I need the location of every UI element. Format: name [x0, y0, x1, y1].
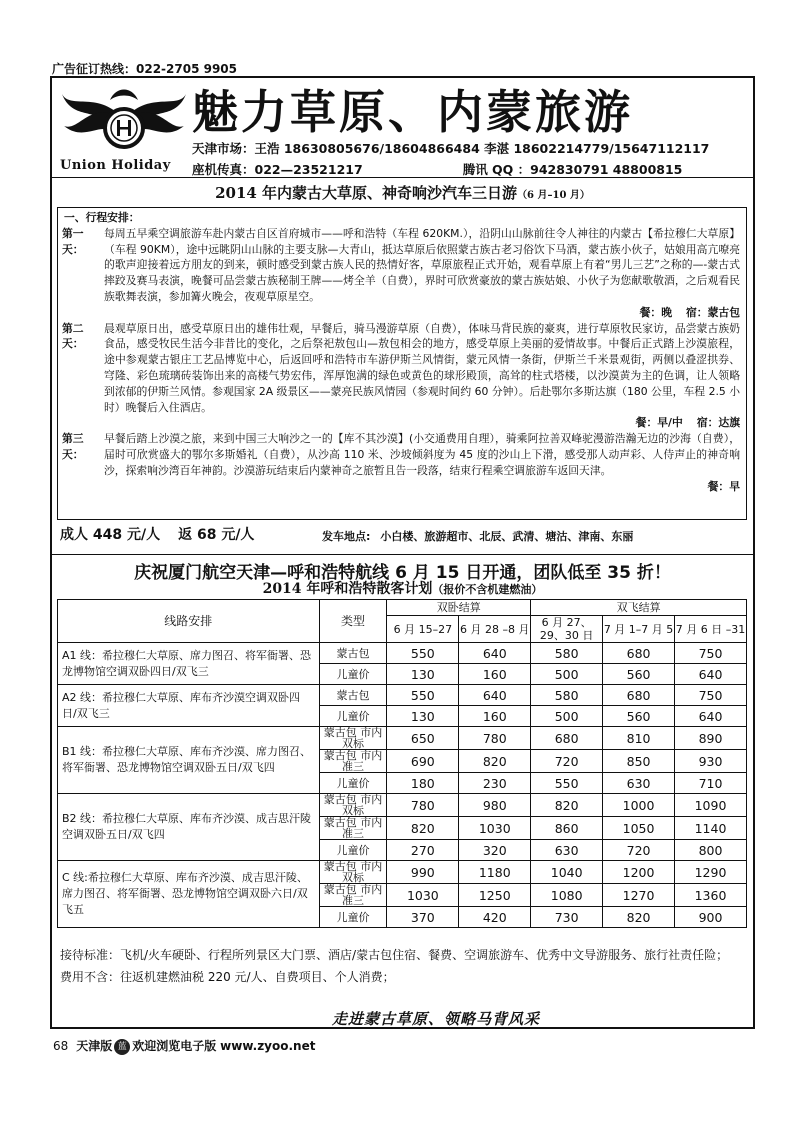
itinerary-day-1 — [58, 226, 746, 321]
price-cell: 230 — [459, 773, 531, 794]
route-name: C 线:希拉穆仁大草原、库布齐沙漠、成吉思汗陵、席力图召、将军衙署、恐龙博物馆空调双卧六日/双飞五 — [58, 861, 320, 928]
room-type: 儿童价 — [319, 706, 387, 727]
price-cell: 130 — [387, 664, 459, 685]
price-cell: 730 — [531, 907, 603, 928]
price-cell: 420 — [459, 907, 531, 928]
route-name: B1 线：希拉穆仁大草原、库布齐沙漠、席力图召、将军衙署、恐龙博物馆空调双卧五日/双飞四 — [58, 727, 320, 794]
page-title: 魅力草原、内蒙旅游 — [192, 85, 633, 139]
brand-name: Union Holiday — [60, 158, 171, 173]
edition: 天津版 — [76, 1039, 113, 1053]
price-cell: 270 — [387, 840, 459, 861]
table-row — [58, 794, 747, 817]
price-cell: 640 — [675, 664, 747, 685]
itinerary-day-3 — [58, 431, 746, 494]
date-col: 6 月 15–27 — [387, 616, 459, 643]
price-cell: 650 — [387, 727, 459, 750]
price-cell: 550 — [531, 773, 603, 794]
meal-info: 餐：早 — [707, 479, 740, 493]
meal-info: 餐：早/中 — [635, 416, 683, 430]
price-cell: 680 — [603, 643, 675, 664]
slogan: 走进蒙古草原、领略马背风采 — [332, 1010, 541, 1028]
room-type: 蒙古包 市内准三 — [319, 750, 387, 773]
page-frame — [50, 76, 755, 1029]
price-cell: 860 — [531, 817, 603, 840]
price-cell: 1290 — [675, 861, 747, 884]
price-cell: 550 — [387, 685, 459, 706]
date-col: 6 月 27、29、30 日 — [531, 616, 603, 643]
tour-title-text: 2014 年内蒙古大草原、神奇响沙汽车三日游 — [215, 184, 518, 202]
price-cell: 130 — [387, 706, 459, 727]
notes-standard: 接待标准：飞机/火车硬卧、行程所列景区大门票、酒店/蒙古包住宿、餐费、空调旅游车、优秀中文导游服务、旅行社责任险； — [60, 948, 729, 962]
room-type: 蒙古包 市内双标 — [319, 861, 387, 884]
price-cell: 720 — [603, 840, 675, 861]
price-cell: 1040 — [531, 861, 603, 884]
contact-phone-qq — [192, 160, 682, 178]
price-cell: 780 — [459, 727, 531, 750]
route-name: A2 线：希拉穆仁大草原、库布齐沙漠空调双卧四日/双飞三 — [58, 685, 320, 727]
route-name: A1 线：希拉穆仁大草原、席力图召、将军衙署、恐龙博物馆空调双卧四日/双飞三 — [58, 643, 320, 685]
price-cell: 720 — [531, 750, 603, 773]
price-cell: 820 — [387, 817, 459, 840]
price-cell: 1030 — [387, 884, 459, 907]
price-cell: 320 — [459, 840, 531, 861]
price-cell: 980 — [459, 794, 531, 817]
price-cell: 580 — [531, 685, 603, 706]
meal-info: 餐：晚 — [639, 305, 673, 319]
plan-title-text: 2014 年呼和浩特散客计划 — [262, 581, 433, 597]
tour-season: （6 月–10 月） — [517, 190, 590, 201]
group-sleeper: 双卧结算 — [387, 600, 531, 616]
logo-icon — [60, 80, 188, 160]
price-cell: 160 — [459, 706, 531, 727]
room-type: 蒙古包 — [319, 685, 387, 706]
table-row — [58, 861, 747, 884]
price-cell: 160 — [459, 664, 531, 685]
contact-sales: 天津市场：王浩 18630805676/18604866484 李湛 18602214779/15647112117 — [192, 141, 710, 156]
itinerary-heading: 一、行程安排： — [64, 211, 140, 224]
edition-badge-icon: 蓝 — [114, 1039, 130, 1055]
notes — [60, 944, 750, 988]
price-refund: 返 68 元/人 — [178, 527, 255, 543]
price-cell: 180 — [387, 773, 459, 794]
day-label: 第一天： — [62, 226, 84, 256]
tour-price — [60, 524, 254, 544]
day-meals — [104, 479, 740, 495]
day-meals — [104, 415, 740, 431]
room-type: 蒙古包 — [319, 643, 387, 664]
col-route: 线路安排 — [58, 600, 320, 643]
promo-banner: 庆祝厦门航空天津—呼和浩特航线 6 月 15 日开通，团队低至 35 折！ — [52, 554, 753, 580]
price-cell: 370 — [387, 907, 459, 928]
price-cell: 890 — [675, 727, 747, 750]
room-type: 蒙古包 市内准三 — [319, 817, 387, 840]
ad-hotline: 广告征订热线：022-2705 9905 — [52, 62, 238, 76]
page-number: 68 — [53, 1039, 69, 1053]
qq-numbers: 腾讯 QQ ：942830791 48800815 — [462, 162, 683, 177]
room-type: 蒙古包 市内准三 — [319, 884, 387, 907]
price-cell: 680 — [531, 727, 603, 750]
schedule-table — [57, 599, 747, 928]
group-fly: 双飞结算 — [531, 600, 747, 616]
tour-title — [52, 182, 753, 203]
room-type: 儿童价 — [319, 840, 387, 861]
departure-points — [322, 528, 633, 544]
price-cell: 930 — [675, 750, 747, 773]
day-text: 早餐后踏上沙漠之旅，来到中国三大响沙之一的【库不其沙漠】(小交通费用自理），骑乘阿拉善双峰驼漫游浩瀚无边的沙海（自费），届时可欣赏盛大的鄂尔多斯婚礼（自费），从沙高 110 米、沙坡倾斜度为 45 度的沙山上下滑，感受那人动声彩、人侍声止的神奇响沙，探索响沙湾百年神韵。沙漠游玩结束后内蒙神奇之旅暂且告一段落，结束行程乘空调旅游车返回天津。 — [104, 432, 740, 477]
price-cell: 550 — [387, 643, 459, 664]
price-cell: 820 — [459, 750, 531, 773]
price-cell: 680 — [603, 685, 675, 706]
price-cell: 1200 — [603, 861, 675, 884]
day-label: 第三天： — [62, 432, 84, 461]
price-cell: 750 — [675, 643, 747, 664]
price-cell: 820 — [603, 907, 675, 928]
stay-info: 宿：蒙古包 — [686, 305, 740, 319]
price-cell: 900 — [675, 907, 747, 928]
footer-text: 欢迎浏览电子版 — [132, 1039, 217, 1053]
price-cell: 750 — [675, 685, 747, 706]
header — [52, 78, 753, 178]
price-cell: 560 — [603, 664, 675, 685]
itinerary-day-2 — [58, 321, 746, 432]
price-cell: 1250 — [459, 884, 531, 907]
phone-fax: 座机传真：022—23521217 — [192, 162, 363, 177]
table-row — [58, 643, 747, 664]
price-cell: 810 — [603, 727, 675, 750]
day-text: 每周五早乘空调旅游车赴内蒙古自区首府城市——呼和浩特（车程 620KM.），沿阴山山脉前往令人神往的内蒙古【希拉穆仁大草原】（车程 90KM），途中远眺阴山山脉的主要支脉—大青山，抵达草原后依照蒙古族古老习俗饮下马酒，蒙古族小伙子，姑娘用高亢嘹亮的歌声迎接着远方朋友的到来，顿时感受到蒙古族人民的热情好客，草原旅程正式开始，观看草原上有着“男儿三艺”之称的—-蒙古式摔跤及赛马表演，晚餐可品尝蒙古族秘制王牌——烤全羊（自费），界时可欣赏豪放的蒙古族姑娘、小伙子为您献歌敬酒，之后观看民族歌舞表演，参加篝火晚会，夜观草原星空。 — [104, 226, 740, 303]
price-cell: 560 — [603, 706, 675, 727]
price-cell: 1180 — [459, 861, 531, 884]
price-cell: 1080 — [531, 884, 603, 907]
table-row — [58, 727, 747, 750]
price-cell: 640 — [459, 643, 531, 664]
room-type: 儿童价 — [319, 773, 387, 794]
col-type: 类型 — [319, 600, 387, 643]
price-cell: 580 — [531, 643, 603, 664]
price-cell: 710 — [675, 773, 747, 794]
price-cell: 1270 — [603, 884, 675, 907]
price-cell: 500 — [531, 664, 603, 685]
price-cell: 780 — [387, 794, 459, 817]
price-cell: 1360 — [675, 884, 747, 907]
plan-note: （报价不含机建燃油） — [432, 583, 543, 596]
day-text: 晨观草原日出，感受草原日出的雄伟壮观，早餐后，骑马漫游草原（自费），体味马背民族的豪爽，进行草原牧民家访，品尝蒙古族奶食品，感受牧民生活今非昔比的变化，之后祭祀敖包山—敖包相会的地方，感受草原上美丽的爱情故事。中餐后正式踏上沙漠旅程，途中参观蒙古银庄工艺品博览中心，后返回呼和浩特市车游伊斯兰风情街，蒙元风情一条街，伊斯兰千米景观街，两侧以叠涩拱券、穹隆、彩色琉璃砖装饰出来的高楼气势宏伟，浑厚饱满的绿色或黄色的球形殿顶，高耸的柱式塔楼，以沙漠黄为主的色调，让人领略到浓郁的伊斯兰风情。参观国家 2A 级景区——蒙亮民族风情园（参观时间约 60 分钟）。后赴鄂尔多斯达旗（180 公里，车程 2.5 小时）晚餐后入住酒店。 — [104, 321, 740, 414]
price-cell: 1090 — [675, 794, 747, 817]
room-type: 蒙古包 市内双标 — [319, 727, 387, 750]
route-name: B2 线：希拉穆仁大草原、库布齐沙漠、成吉思汗陵空调双卧五日/双飞四 — [58, 794, 320, 861]
price-cell: 1030 — [459, 817, 531, 840]
price-cell: 800 — [675, 840, 747, 861]
price-cell: 630 — [531, 840, 603, 861]
day-meals — [104, 305, 740, 321]
price-cell: 1050 — [603, 817, 675, 840]
notes-excluded: 费用不含：往返机建燃油税 220 元/人、自费项目、个人消费； — [60, 970, 395, 984]
price-cell: 640 — [675, 706, 747, 727]
date-col: 7 月 6 日 –31 — [675, 616, 747, 643]
price-cell: 850 — [603, 750, 675, 773]
price-adult: 成人 448 元/人 — [60, 527, 161, 543]
date-col: 7 月 1–7 月 5 — [603, 616, 675, 643]
room-type: 儿童价 — [319, 907, 387, 928]
table-row — [58, 685, 747, 706]
date-col: 6 月 28 –8 月 — [459, 616, 531, 643]
plan-title — [52, 578, 753, 598]
price-cell: 690 — [387, 750, 459, 773]
room-type: 儿童价 — [319, 664, 387, 685]
price-cell: 630 — [603, 773, 675, 794]
stay-info: 宿：达旗 — [696, 416, 740, 430]
price-cell: 1140 — [675, 817, 747, 840]
footer-url: www.zyoo.net — [220, 1039, 316, 1053]
price-cell: 1000 — [603, 794, 675, 817]
itinerary-box — [57, 207, 747, 520]
price-cell: 640 — [459, 685, 531, 706]
room-type: 蒙古包 市内双标 — [319, 794, 387, 817]
price-cell: 820 — [531, 794, 603, 817]
depart-label: 发车地点: — [322, 530, 371, 543]
depart-places: 小白楼、旅游超市、北辰、武清、塘沽、津南、东丽 — [380, 530, 634, 543]
price-cell: 990 — [387, 861, 459, 884]
footer — [53, 1037, 315, 1055]
day-label: 第二天： — [62, 321, 84, 351]
price-cell: 500 — [531, 706, 603, 727]
